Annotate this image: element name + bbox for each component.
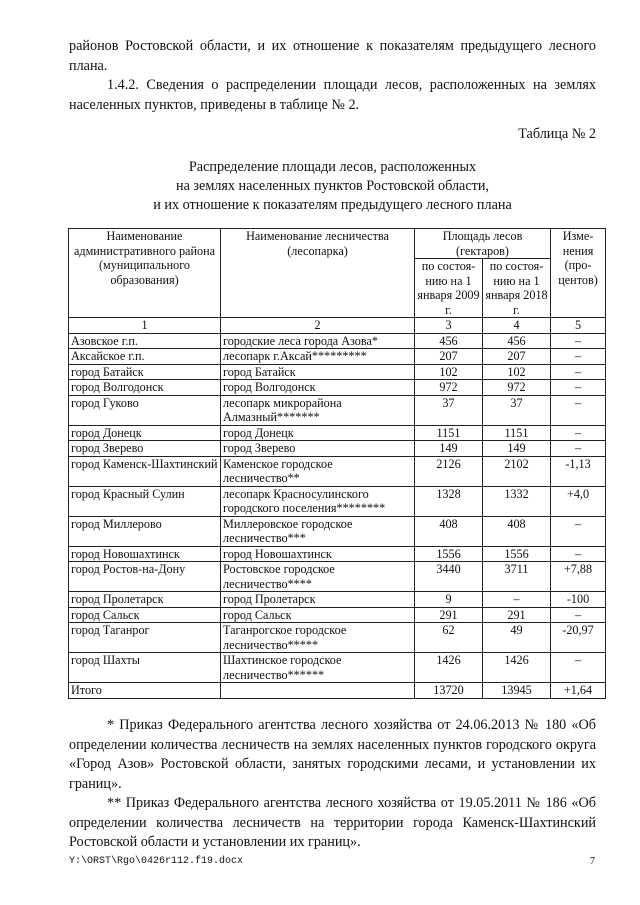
file-path: Y:\ORST\Rgo\0426r112.f19.docx bbox=[69, 856, 244, 867]
row-district: город Каменск-Шахтинский bbox=[69, 456, 221, 486]
row-forestry: город Пролетарск bbox=[221, 592, 415, 608]
row-area-2018: 1426 bbox=[483, 653, 551, 683]
col-number: 5 bbox=[551, 318, 606, 334]
row-area-2018: 149 bbox=[483, 441, 551, 457]
row-area-2018: 456 bbox=[483, 333, 551, 349]
row-area-2009: 62 bbox=[415, 623, 483, 653]
row-area-2009: 1556 bbox=[415, 546, 483, 562]
row-forestry: город Зверево bbox=[221, 441, 415, 457]
row-forestry: город Батайск bbox=[221, 364, 415, 380]
header-forestry: Наименование лесничества (лесопарка) bbox=[221, 229, 415, 318]
row-forestry: Миллеровское городское лесничество*** bbox=[221, 516, 415, 546]
header-district: Наименование административного района (муниципального образования) bbox=[69, 229, 221, 318]
total-change: +1,64 bbox=[551, 683, 606, 699]
header-area: Площадь лесов (гектаров) bbox=[415, 229, 551, 259]
caption-line-1: Распределение площади лесов, расположенных bbox=[188, 159, 477, 175]
table-row bbox=[69, 486, 606, 516]
row-area-2009: 149 bbox=[415, 441, 483, 457]
row-area-2018: – bbox=[483, 592, 551, 608]
row-change: +4,0 bbox=[551, 486, 606, 516]
row-district: город Таганрог bbox=[69, 623, 221, 653]
row-district: город Донецк bbox=[69, 425, 221, 441]
row-area-2018: 972 bbox=[483, 380, 551, 396]
row-change: – bbox=[551, 395, 606, 425]
row-change: – bbox=[551, 333, 606, 349]
row-area-2018: 408 bbox=[483, 516, 551, 546]
row-area-2018: 3711 bbox=[483, 562, 551, 592]
row-district: город Шахты bbox=[69, 653, 221, 683]
row-area-2009: 102 bbox=[415, 364, 483, 380]
row-change: – bbox=[551, 607, 606, 623]
row-forestry: Шахтинское городское лесничество****** bbox=[221, 653, 415, 683]
row-district: город Ростов-на-Дону bbox=[69, 562, 221, 592]
table-row bbox=[69, 562, 606, 592]
row-area-2009: 972 bbox=[415, 380, 483, 396]
table-caption bbox=[69, 158, 596, 215]
footnote-1: * Приказ Федерального агентства лесного хозяйства от 24.06.2013 № 180 «Об определении количества лесничеств на землях населенных пунктов городского округа «Город Азов» Ростовской области, занятых городскими лесами, и установлении их границ». bbox=[69, 717, 596, 792]
table-row bbox=[69, 395, 606, 425]
row-change: +7,88 bbox=[551, 562, 606, 592]
table-row bbox=[69, 456, 606, 486]
column-number-row bbox=[69, 318, 606, 334]
col-number: 3 bbox=[415, 318, 483, 334]
row-change: -1,13 bbox=[551, 456, 606, 486]
row-area-2009: 456 bbox=[415, 333, 483, 349]
row-forestry: город Новошахтинск bbox=[221, 546, 415, 562]
row-district: город Новошахтинск bbox=[69, 546, 221, 562]
table-row bbox=[69, 333, 606, 349]
caption-line-2: на землях населенных пунктов Ростовской области, bbox=[176, 178, 489, 194]
row-district: город Батайск bbox=[69, 364, 221, 380]
row-area-2009: 2126 bbox=[415, 456, 483, 486]
total-row bbox=[69, 683, 606, 699]
intro-paragraph: 1.4.2. Сведения о распределении площади лесов, расположенных на землях населенных пунктов, приведены в таблице № 2. bbox=[69, 77, 596, 113]
col-number: 1 bbox=[69, 318, 221, 334]
row-area-2009: 37 bbox=[415, 395, 483, 425]
row-change: – bbox=[551, 516, 606, 546]
row-change: – bbox=[551, 441, 606, 457]
footnote-2: ** Приказ Федерального агентства лесного хозяйства от 19.05.2011 № 186 «Об определении количества лесничеств на территории города Каменск-Шахтинский Ростовской области и установлении их границ». bbox=[69, 795, 596, 850]
row-change: – bbox=[551, 425, 606, 441]
row-forestry: лесопарк Красносулинского городского поселения******** bbox=[221, 486, 415, 516]
row-forestry: лесопарк г.Аксай********* bbox=[221, 349, 415, 365]
row-area-2018: 2102 bbox=[483, 456, 551, 486]
row-district: Азовское г.п. bbox=[69, 333, 221, 349]
table-label: Таблица № 2 bbox=[518, 126, 596, 142]
table-row bbox=[69, 607, 606, 623]
row-district: город Волгодонск bbox=[69, 380, 221, 396]
row-change: – bbox=[551, 349, 606, 365]
row-forestry: Ростовское городское лесничество**** bbox=[221, 562, 415, 592]
table-row bbox=[69, 364, 606, 380]
row-district: Аксайское г.п. bbox=[69, 349, 221, 365]
table-row bbox=[69, 349, 606, 365]
table-row bbox=[69, 516, 606, 546]
total-label: Итого bbox=[69, 683, 221, 699]
row-change: – bbox=[551, 653, 606, 683]
row-district: город Миллерово bbox=[69, 516, 221, 546]
total-forestry bbox=[221, 683, 415, 699]
row-area-2009: 1426 bbox=[415, 653, 483, 683]
row-area-2009: 1151 bbox=[415, 425, 483, 441]
row-forestry: городские леса города Азова* bbox=[221, 333, 415, 349]
table-row bbox=[69, 546, 606, 562]
forest-area-table bbox=[68, 228, 606, 699]
table-row bbox=[69, 592, 606, 608]
row-district: город Пролетарск bbox=[69, 592, 221, 608]
header-area-2009: по состоя-нию на 1 января 2009 г. bbox=[415, 259, 483, 318]
header-change: Изме-нения (про-центов) bbox=[551, 229, 606, 318]
row-area-2009: 291 bbox=[415, 607, 483, 623]
total-area-2018: 13945 bbox=[483, 683, 551, 699]
table-row bbox=[69, 653, 606, 683]
row-area-2009: 207 bbox=[415, 349, 483, 365]
row-area-2018: 1151 bbox=[483, 425, 551, 441]
row-area-2018: 49 bbox=[483, 623, 551, 653]
table-row bbox=[69, 623, 606, 653]
row-area-2018: 291 bbox=[483, 607, 551, 623]
row-forestry: Таганрогское городское лесничество***** bbox=[221, 623, 415, 653]
row-area-2018: 37 bbox=[483, 395, 551, 425]
row-forestry: Каменское городское лесничество** bbox=[221, 456, 415, 486]
table-header-row bbox=[69, 229, 606, 259]
table-row bbox=[69, 380, 606, 396]
page-number: 7 bbox=[590, 856, 595, 867]
row-area-2009: 408 bbox=[415, 516, 483, 546]
col-number: 4 bbox=[483, 318, 551, 334]
table-row bbox=[69, 425, 606, 441]
row-forestry: лесопарк микрорайона Алмазный******* bbox=[221, 395, 415, 425]
row-district: город Зверево bbox=[69, 441, 221, 457]
row-forestry: город Сальск bbox=[221, 607, 415, 623]
table-row bbox=[69, 441, 606, 457]
row-area-2009: 1328 bbox=[415, 486, 483, 516]
row-area-2018: 207 bbox=[483, 349, 551, 365]
total-area-2009: 13720 bbox=[415, 683, 483, 699]
intro-text: районов Ростовской области, и их отношение к показателям предыдущего лесного плана. bbox=[69, 38, 596, 74]
row-change: -100 bbox=[551, 592, 606, 608]
row-change: – bbox=[551, 546, 606, 562]
row-forestry: город Волгодонск bbox=[221, 380, 415, 396]
table-body bbox=[69, 333, 606, 683]
caption-line-3: и их отношение к показателям предыдущего лесного плана bbox=[153, 197, 512, 213]
footnotes bbox=[69, 716, 596, 853]
col-number: 2 bbox=[221, 318, 415, 334]
row-area-2018: 1332 bbox=[483, 486, 551, 516]
row-area-2018: 1556 bbox=[483, 546, 551, 562]
row-area-2018: 102 bbox=[483, 364, 551, 380]
row-area-2009: 3440 bbox=[415, 562, 483, 592]
row-district: город Красный Сулин bbox=[69, 486, 221, 516]
row-change: – bbox=[551, 380, 606, 396]
row-district: город Сальск bbox=[69, 607, 221, 623]
row-area-2009: 9 bbox=[415, 592, 483, 608]
row-change: -20,97 bbox=[551, 623, 606, 653]
header-area-2018: по состоя-нию на 1 января 2018 г. bbox=[483, 259, 551, 318]
row-district: город Гуково bbox=[69, 395, 221, 425]
row-forestry: город Донецк bbox=[221, 425, 415, 441]
row-change: – bbox=[551, 364, 606, 380]
